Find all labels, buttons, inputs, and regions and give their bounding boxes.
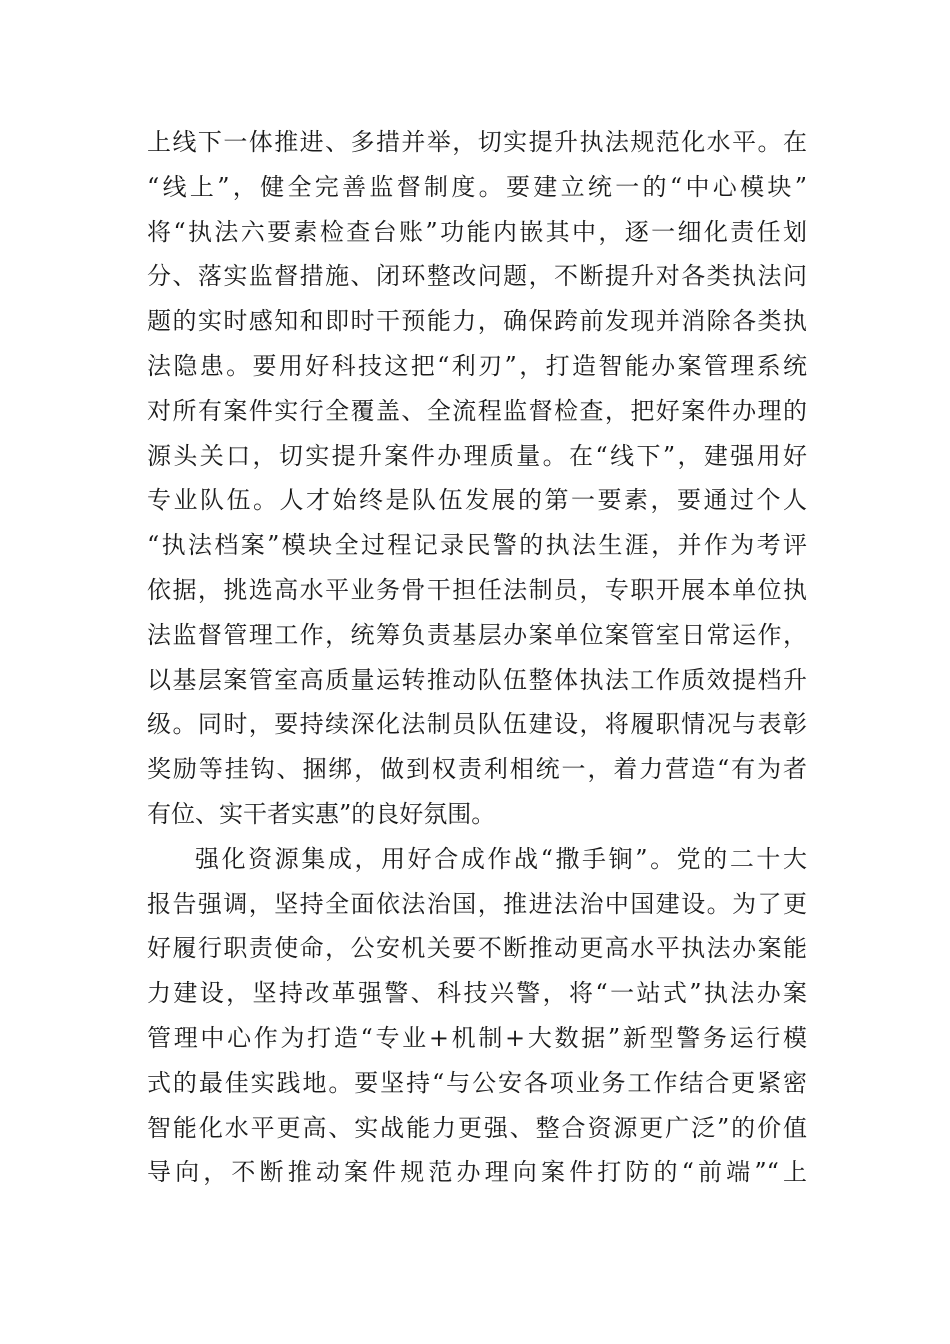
text-line: 报告强调，坚持全面依法治国，推进法治中国建设。为了更: [147, 889, 807, 918]
body-text: [147, 120, 807, 1195]
text-line: 导向，不断推动案件规范办理向案件打防的“前端”“上: [147, 1158, 807, 1187]
text-line: 将“执法六要素检查台账”功能内嵌其中，逐一细化责任划: [147, 217, 807, 246]
text-line: 题的实时感知和即时干预能力，确保跨前发现并消除各类执: [147, 307, 807, 336]
text-line: “执法档案”模块全过程记录民警的执法生涯，并作为考评: [147, 531, 807, 560]
paragraph-1: [147, 120, 807, 837]
text-line: “线上”，健全完善监督制度。要建立统一的“中心模块”: [147, 172, 807, 201]
text-line: 智能化水平更高、实战能力更强、整合资源更广泛”的价值: [147, 1113, 807, 1142]
text-line: 强化资源集成，用好合成作战“撒手锏”。党的二十大: [195, 844, 807, 873]
text-line: 法监督管理工作，统筹负责基层办案单位案管室日常运作，: [147, 620, 807, 649]
text-line: 以基层案管室高质量运转推动队伍整体执法工作质效提档升: [147, 665, 807, 694]
paragraph-2: [147, 837, 807, 1195]
text-line: 奖励等挂钩、捆绑，做到权责利相统一，着力营造“有为者: [147, 755, 807, 784]
text-line: 上线下一体推进、多措并举，切实提升执法规范化水平。在: [147, 128, 807, 156]
text-line: 分、落实监督措施、闭环整改问题，不断提升对各类执法问: [147, 262, 807, 291]
text-line: 源头关口，切实提升案件办理质量。在“线下”，建强用好: [147, 441, 807, 470]
text-line: 级。同时，要持续深化法制员队伍建设，将履职情况与表彰: [147, 710, 807, 739]
text-line: 有位、实干者实惠”的良好氛围。: [147, 799, 496, 828]
text-line: 法隐患。要用好科技这把“利刃”，打造智能办案管理系统: [147, 351, 807, 380]
text-line: 好履行职责使命，公安机关要不断推动更高水平执法办案能: [147, 934, 807, 963]
text-line: 依据，挑选高水平业务骨干担任法制员，专职开展本单位执: [147, 575, 807, 604]
text-line: 力建设，坚持改革强警、科技兴警，将“一站式”执法办案: [147, 979, 807, 1008]
text-line: 专业队伍。人才始终是队伍发展的第一要素，要通过个人: [147, 486, 807, 515]
text-line: 管理中心作为打造“专业+机制+大数据”新型警务运行模: [147, 1023, 807, 1052]
text-line: 式的最佳实践地。要坚持“与公安各项业务工作结合更紧密: [147, 1068, 807, 1097]
text-line: 对所有案件实行全覆盖、全流程监督检查，把好案件办理的: [147, 396, 807, 425]
